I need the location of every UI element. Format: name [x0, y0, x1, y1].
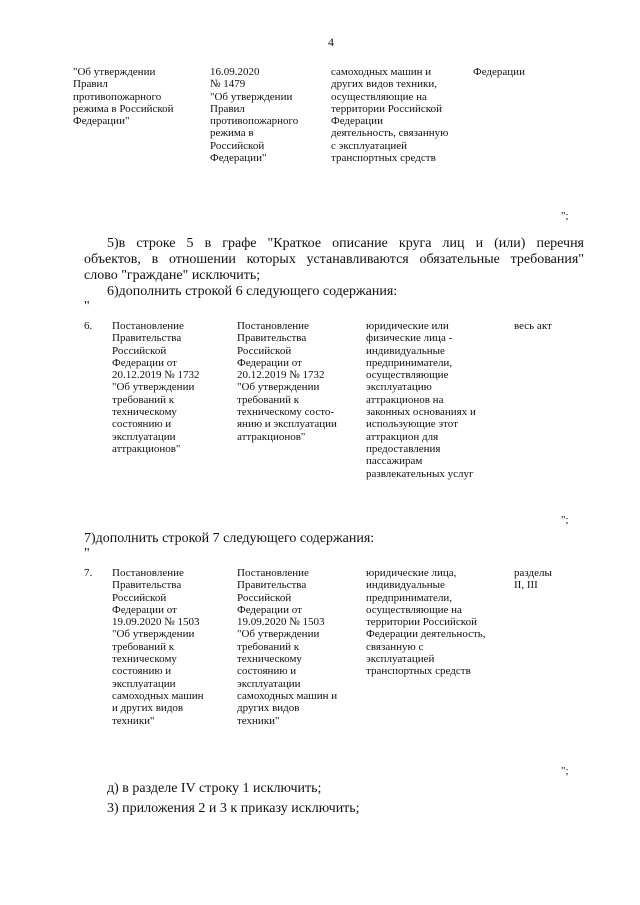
row-6-number: 6.: [84, 320, 93, 332]
row-6-close: ";: [561, 514, 569, 526]
row-7-col3: юридические лица, индивидуальные предприниматели, осуществляющие на территории Российской Федерации деятельность, связанную с эксплуатацией транспортных средств: [366, 567, 486, 678]
top-table-col3: самоходных машин и других видов техники, осуществляющие на территории Российской Федерации деятельность, связанную с эксплуатацией транспортных средств: [331, 66, 449, 165]
paragraph-5-line2: объектов, в отношении которых устанавливаются обязательные требования": [84, 252, 584, 267]
row-7-col2: Постановление Правительства Российской Федерации от 19.09.2020 № 1503 "Об утверждении требований к техническому состоянию и эксплуатации самоходных машин и других видов техники": [237, 567, 338, 727]
paragraph-5-line3: слово "граждане" исключить;: [84, 268, 261, 283]
row-6-col2: Постановление Правительства Российской Федерации от 20.12.2019 № 1732 "Об утверждении требований к техническому состо- янию и эксплуатации аттракционов": [237, 320, 337, 443]
paragraph-6: 6)дополнить строкой 6 следующего содержания:: [107, 284, 398, 299]
item-d: д) в разделе IV строку 1 исключить;: [107, 781, 322, 796]
paragraph-5-line1: 5)в строке 5 в графе "Краткое описание круга лиц и (или) перечня: [107, 236, 584, 251]
row-7-close: ";: [561, 765, 569, 777]
row-7-number: 7.: [84, 567, 93, 579]
paragraph-5: [84, 236, 584, 284]
row-6-col1: Постановление Правительства Российской Федерации от 20.12.2019 № 1732 "Об утверждении требований к техническому состоянию и эксплуатации аттракционов": [112, 320, 200, 455]
page-number: 4: [328, 35, 334, 49]
top-table-col1: "Об утверждении Правил противопожарного режима в Российской Федерации": [73, 66, 174, 128]
top-table-col4: Федерации: [473, 66, 525, 78]
row-7-col4: разделы II, III: [514, 567, 552, 592]
open-quote-7: ": [84, 546, 90, 561]
row-6-col3: юридические или физические лица - индивидуальные предприниматели, осуществляющие эксплуатацию аттракционов на законных основаниях и использующие этот аттракцион для предоставления пассажирам развлекательных услуг: [366, 320, 476, 480]
top-table-close: ";: [561, 210, 569, 222]
paragraph-7: 7)дополнить строкой 7 следующего содержания:: [84, 531, 375, 546]
item-3: 3) приложения 2 и 3 к приказу исключить;: [107, 801, 360, 816]
row-7-col1: Постановление Правительства Российской Федерации от 19.09.2020 № 1503 "Об утверждении требований к техническому состоянию и эксплуатации самоходных машин и других видов техники": [112, 567, 204, 727]
top-table-col2: 16.09.2020 № 1479 "Об утверждении Правил противопожарного режима в Российской Федерации": [210, 66, 299, 165]
open-quote-6: ": [84, 299, 90, 314]
row-6-col4: весь акт: [514, 320, 552, 332]
